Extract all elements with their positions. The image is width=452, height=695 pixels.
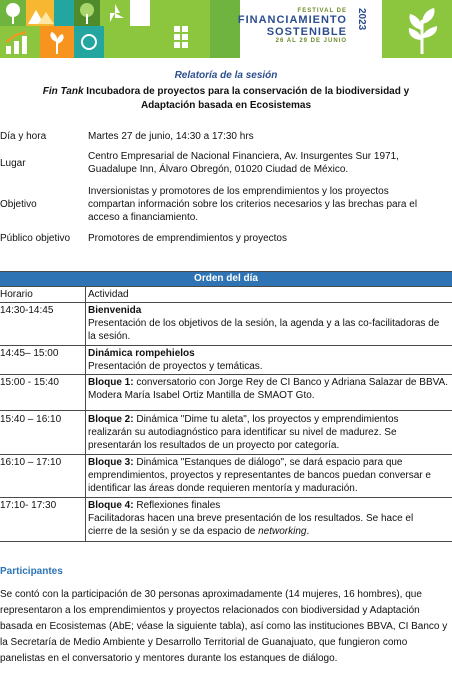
objetivo-line3: acceso a financiamiento. (88, 212, 199, 223)
doc-title-italic: Fin Tank (42, 86, 84, 97)
row6-networking: networking (258, 526, 307, 537)
row6-text-c: . (306, 526, 310, 537)
row5-bold: Bloque 3: (88, 457, 134, 468)
row6-text: Reflexiones finales (133, 500, 221, 511)
objetivo-line2: compartan información sobre los criterios necesarios y las brechas para el (88, 199, 418, 210)
banner-year: 2023 (356, 8, 367, 31)
row3-text: conversatorio con Jorge Rey de CI Banco y Adriana Salazar de BBVA. (133, 377, 448, 388)
plant-icon (382, 0, 452, 58)
col-actividad: Actividad (88, 289, 129, 300)
row4-text: Dinámica "Dime tu aleta", los proyectos y emprendimientos (133, 414, 399, 425)
row2-line1: Presentación de proyectos y temáticas. (88, 361, 263, 372)
tree-icon (0, 0, 26, 26)
row5-time: 16:10 – 17:10 (0, 457, 62, 468)
row3-line1 (88, 377, 448, 389)
row3-bold: Bloque 1: (88, 377, 134, 388)
coin-icon (74, 26, 104, 58)
col-horario: Horario (0, 289, 33, 300)
participantes-line2: representaron a los emprendimientos y proyectos relacionados con biodiversidad y Adaptación (0, 605, 420, 616)
row2-title: Dinámica rompehielos (88, 348, 195, 359)
row5-text: Dinámica "Estanques de diálogo", se dará espacio para que (133, 457, 403, 468)
row4-line2: realizarán su autodiagnóstico para identificar su nivel de madurez. Se (88, 427, 397, 438)
row6-text-a: cierre de la sesión y se da espacio de (88, 526, 259, 537)
row1-time: 14:30-14:45 (0, 305, 54, 316)
table-column-divider (85, 286, 86, 542)
row5-line2: emprendimientos, proyectos y representantes de bancos puedan conversar e (88, 470, 431, 481)
growth-chart-icon (0, 26, 40, 58)
row4-bold: Bloque 2: (88, 414, 134, 425)
table-header-border (0, 286, 452, 287)
row3-line2: Modera María Isabel Ortiz Mantilla de SMAOT Gto. (88, 390, 315, 401)
doc-title (0, 86, 452, 98)
row6-bold: Bloque 4: (88, 500, 134, 511)
pinwheel-icon (100, 0, 130, 26)
festival-banner (0, 0, 452, 58)
relatoria-heading: Relatoría de la sesión (174, 70, 278, 81)
row1-title: Bienvenida (88, 305, 142, 316)
row3-time: 15:00 - 15:40 (0, 377, 59, 388)
banner-festival: FESTIVAL DE (297, 8, 347, 14)
table-row-border (0, 497, 452, 498)
row6-time: 17:10- 17:30 (0, 500, 57, 511)
row6-line3 (88, 526, 309, 538)
mountain-tile-icon (210, 0, 240, 58)
sprout-icon (40, 26, 74, 58)
participantes-line5: panelistas en el conversatorio y mentores durante los estanques de diálogo. (0, 653, 338, 664)
doc-title-rest: Incubadora de proyectos para la conservación de la biodiversidad y (83, 86, 410, 97)
lugar-line2: Guadalupe Inn, Álvaro Obregón, 01020 Ciudad de México. (88, 164, 349, 175)
participantes-line1: Se contó con la participación de 30 personas aproximadamente (14 mujeres, 16 hombres), que (0, 589, 422, 600)
row6-line1 (88, 500, 220, 512)
tree-icon-2 (74, 0, 100, 26)
row4-time: 15:40 – 16:10 (0, 414, 62, 425)
row6-line2: Facilitadoras hacen una breve presentación de los resultados. Se hace el (88, 513, 414, 524)
publico-label: Público objetivo (0, 233, 71, 244)
table-row-border (0, 345, 452, 346)
row1-line2: la sesión. (88, 331, 131, 342)
dia-label: Día y hora (0, 131, 47, 142)
participantes-line4: la Secretaría de Medio Ambiente y Desarrollo Territorial de Guanajuato, que fungieron como (0, 637, 408, 648)
row1-line1: Presentación de los objetivos de la sesión, la agenda y a las co-facilitadoras de (88, 318, 440, 329)
table-row-border (0, 454, 452, 455)
table-row-border (0, 302, 452, 303)
table-row-border (0, 410, 452, 411)
participantes-line3: basada en Ecosistemas (AbE; véase la siguiente tabla), así como las instituciones BBVA, CI Banco y (0, 621, 448, 632)
landscape-icon (26, 0, 54, 26)
lugar-line1: Centro Empresarial de Nacional Financiera, Av. Insurgentes Sur 1971, (88, 151, 399, 162)
row4-line1 (88, 414, 399, 426)
publico-value: Promotores de emprendimientos y proyectos (88, 233, 287, 244)
orden-title: Orden del día (194, 273, 258, 284)
banner-title-line1: FINANCIAMIENTO (237, 14, 347, 26)
dia-value: Martes 27 de junio, 14:30 a 17:30 hrs (88, 131, 254, 142)
row5-line3: identificar las áreas donde requieren mentoría y maduración. (88, 483, 358, 494)
building-icon (150, 0, 210, 58)
banner-dates: 26 AL 29 DE JUNIO (275, 38, 347, 44)
banner-title-line2: SOSTENIBLE (266, 26, 347, 38)
objetivo-label: Objetivo (0, 199, 37, 210)
table-bottom-border (0, 541, 452, 542)
leaf-tile-icon (54, 0, 74, 26)
row5-line1 (88, 457, 403, 469)
row4-line3: presentarán los resultados de un proyecto por categoría. (88, 440, 340, 451)
row2-time: 14:45– 15:00 (0, 348, 59, 359)
lugar-label: Lugar (0, 158, 26, 169)
doc-title-line2: Adaptación basada en Ecosistemas (140, 100, 312, 111)
hand-icon (104, 26, 150, 58)
objetivo-line1: Inversionistas y promotores de los emprendimientos y los proyectos (88, 186, 389, 197)
banner-title (238, 8, 347, 44)
table-row-border (0, 374, 452, 375)
participantes-heading: Participantes (0, 566, 63, 577)
